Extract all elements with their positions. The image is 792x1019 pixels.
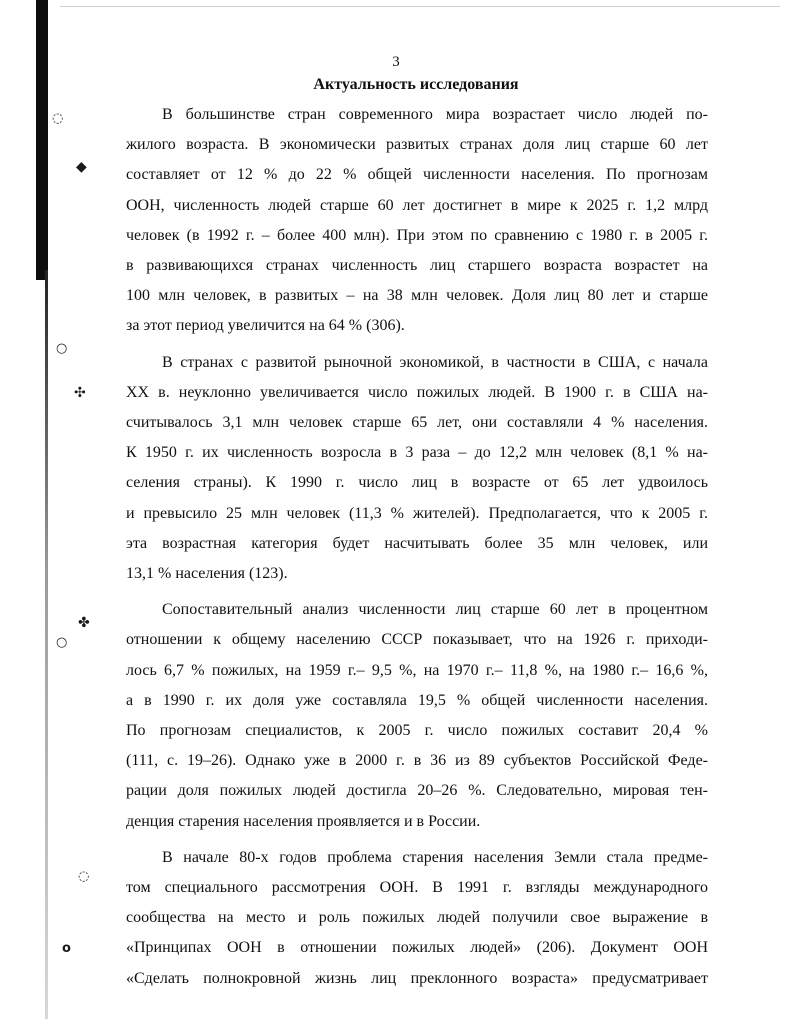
page-number: 3	[392, 54, 400, 70]
scan-speck-mark: ○	[56, 635, 68, 650]
text-line: за этот период увеличится на 64 % (306).	[126, 317, 405, 335]
text-line: в развивающихся странах численность лиц старшего возраста возрастет на	[126, 257, 708, 275]
scan-binding-shadow	[36, 0, 48, 280]
text-line: а в 1990 г. их доля уже составляла 19,5 % общей численности населения.	[126, 691, 708, 709]
text-line: лось 6,7 % пожилых, на 1959 г.– 9,5 %, на 1970 г.– 11,8 %, на 1980 г.– 16,6 %,	[126, 661, 708, 679]
text-line: 100 млн человек, в развитых – на 38 млн человек. Доля лиц 80 лет и старше	[126, 287, 708, 305]
scan-speck-mark: ✣	[74, 385, 86, 401]
text-line: В начале 80-х годов проблема старения населения Земли стала предме-	[162, 848, 708, 866]
paragraph-aging-worldwide	[126, 100, 708, 342]
scan-binding-edge	[45, 270, 48, 1019]
text-line: В странах с развитой рыночной экономикой, в частности в США, с начала	[162, 353, 708, 371]
text-line: (111, с. 19–26). Однако уже в 2000 г. в 36 из 89 субъектов Российской Феде-	[126, 752, 708, 770]
text-line: человек (в 1992 г. – более 400 млн). При этом по сравнению с 1980 г. в 2005 г.	[126, 226, 708, 244]
text-line: денция старения населения проявляется и в России.	[126, 812, 481, 830]
paragraph-un-principles	[126, 843, 708, 994]
text-line: ООН, численность людей старше 60 лет достигнет в мире к 2025 г. 1,2 млрд	[126, 196, 708, 214]
section-heading: Актуальность исследования	[313, 76, 519, 93]
scan-speck-mark: ○	[56, 341, 68, 356]
text-line: В большинстве стран современного мира возрастает число людей по-	[162, 106, 708, 123]
text-line: селения страны). К 1990 г. число лиц в возрасте от 65 лет удвоилось	[126, 474, 708, 492]
text-line: сообщества на место и роль пожилых людей получили свое выражение в	[126, 909, 708, 927]
text-line: рации доля пожилых людей достигла 20–26 %. Следовательно, мировая тен-	[126, 782, 708, 800]
text-line: К 1950 г. их численность возросла в 3 раза – до 12,2 млн человек (8,1 % на-	[126, 444, 708, 462]
text-line: Сопоставительный анализ численности лиц старше 60 лет в процентном	[162, 601, 708, 619]
scan-top-edge	[60, 6, 780, 7]
text-line: эта возрастная категория будет насчитывать более 35 млн человек, или	[126, 534, 708, 552]
scan-speck-mark: ◆	[76, 159, 87, 175]
paragraph-usa-statistics	[126, 348, 708, 590]
text-line: 13,1 % населения (123).	[126, 565, 288, 583]
text-line: том специального рассмотрения ООН. В 1991 г. взгляды международного	[126, 879, 708, 897]
scan-speck-mark: ✤	[78, 615, 90, 631]
text-line: По прогнозам специалистов, к 2005 г. число пожилых составит 20,4 %	[126, 722, 708, 740]
scan-speck-mark: o	[62, 941, 71, 956]
paragraph-ussr-russia-statistics	[126, 595, 708, 837]
scan-speck-mark: ◌	[78, 869, 90, 884]
text-line: и превысило 25 млн человек (11,3 % жителей). Предполагается, что к 2005 г.	[126, 504, 708, 522]
text-line: отношении к общему населению СССР показывает, что на 1926 г. приходи-	[126, 631, 708, 649]
text-line: жилого возраста. В экономически развитых странах доля лиц старше 60 лет	[126, 136, 708, 154]
document-body	[126, 100, 708, 1000]
text-line: «Принципах ООН в отношении пожилых людей» (206). Документ ООН	[126, 939, 708, 957]
text-line: считывалось 3,1 млн человек старше 65 лет, они составляли 4 % населения.	[126, 414, 708, 432]
text-line: составляет от 12 % до 22 % общей численности населения. По прогнозам	[126, 166, 708, 184]
text-line: «Сделать полнокровной жизнь лиц преклонного возраста» предусматривает	[126, 969, 708, 987]
scan-speck-mark: ◌	[52, 111, 64, 126]
text-line: XX в. неуклонно увеличивается число пожилых людей. В 1900 г. в США на-	[126, 383, 708, 401]
